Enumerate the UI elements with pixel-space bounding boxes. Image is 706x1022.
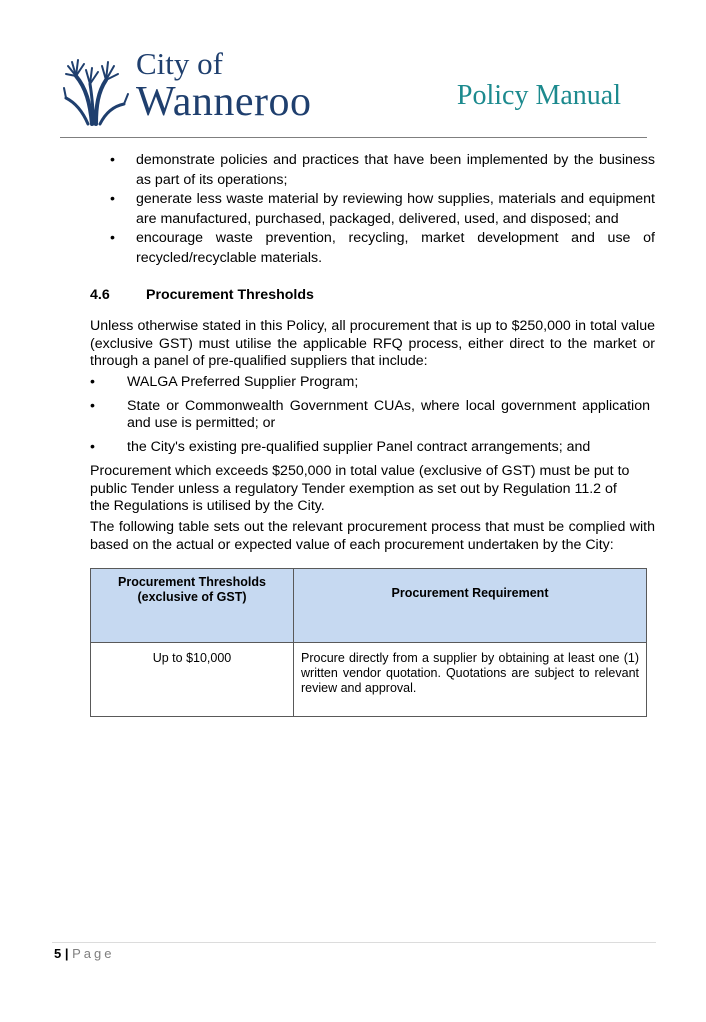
page-number: 5 [54, 946, 62, 961]
table-header-requirement: Procurement Requirement [294, 569, 647, 643]
page-label: Page [72, 946, 115, 961]
section-number: 4.6 [90, 287, 110, 303]
grass-tree-logo-icon [62, 48, 134, 126]
header-divider [60, 137, 647, 138]
paragraph-table-intro: The following table sets out the relevant procurement process that must be complied with based on the actual or expected value of each procurement undertaken by the City: [90, 519, 655, 553]
procurement-table [90, 568, 647, 717]
city-of-wanneroo-logo [62, 48, 332, 126]
page-footer [54, 946, 115, 961]
paragraph-tender: Procurement which exceeds $250,000 in total value (exclusive of GST) must be put to public Tender unless a regulatory Tender exemption as set out by Regulation 11.2 of the Regulations is utilised by the City. [90, 463, 630, 514]
table-row [91, 643, 647, 717]
paragraph-rfq-process: Unless otherwise stated in this Policy, all procurement that is up to $250,000 in total value (exclusive GST) must utilise the applicable RFQ process, either direct to the market or through a panel of pre-qualified suppliers that include: [90, 318, 655, 369]
list-item: • State or Commonwealth Government CUAs, where local government application and use is permitted; or [90, 398, 650, 433]
section-heading [90, 287, 314, 303]
table-cell-requirement: Procure directly from a supplier by obtaining at least one (1) written vendor quotation. Quotations are subject to relevant review and approval. [294, 643, 647, 717]
footer-divider [52, 942, 656, 943]
table-cell-threshold: Up to $10,000 [91, 643, 294, 717]
list-item: • generate less waste material by reviewing how supplies, materials and equipment are manufactured, purchased, packaged, delivered, used, and disposed; and [110, 190, 655, 229]
table-header-thresholds: Procurement Thresholds (exclusive of GST) [91, 569, 294, 643]
policy-manual-title: Policy Manual [456, 80, 621, 111]
top-bullet-list [110, 151, 655, 268]
logo-text-city-of: City of [136, 46, 223, 81]
list-item: • encourage waste prevention, recycling, market development and use of recycled/recyclable materials. [110, 229, 655, 268]
list-item: • demonstrate policies and practices that have been implemented by the business as part of its operations; [110, 151, 655, 190]
table-header-row [91, 569, 647, 643]
logo-text-wanneroo: Wanneroo [136, 79, 312, 125]
section-title: Procurement Thresholds [146, 287, 314, 303]
page-separator: | [64, 946, 69, 961]
list-item: • the City's existing pre-qualified supplier Panel contract arrangements; and [90, 439, 650, 457]
supplier-bullet-list [90, 374, 650, 462]
list-item: • WALGA Preferred Supplier Program; [90, 374, 650, 392]
